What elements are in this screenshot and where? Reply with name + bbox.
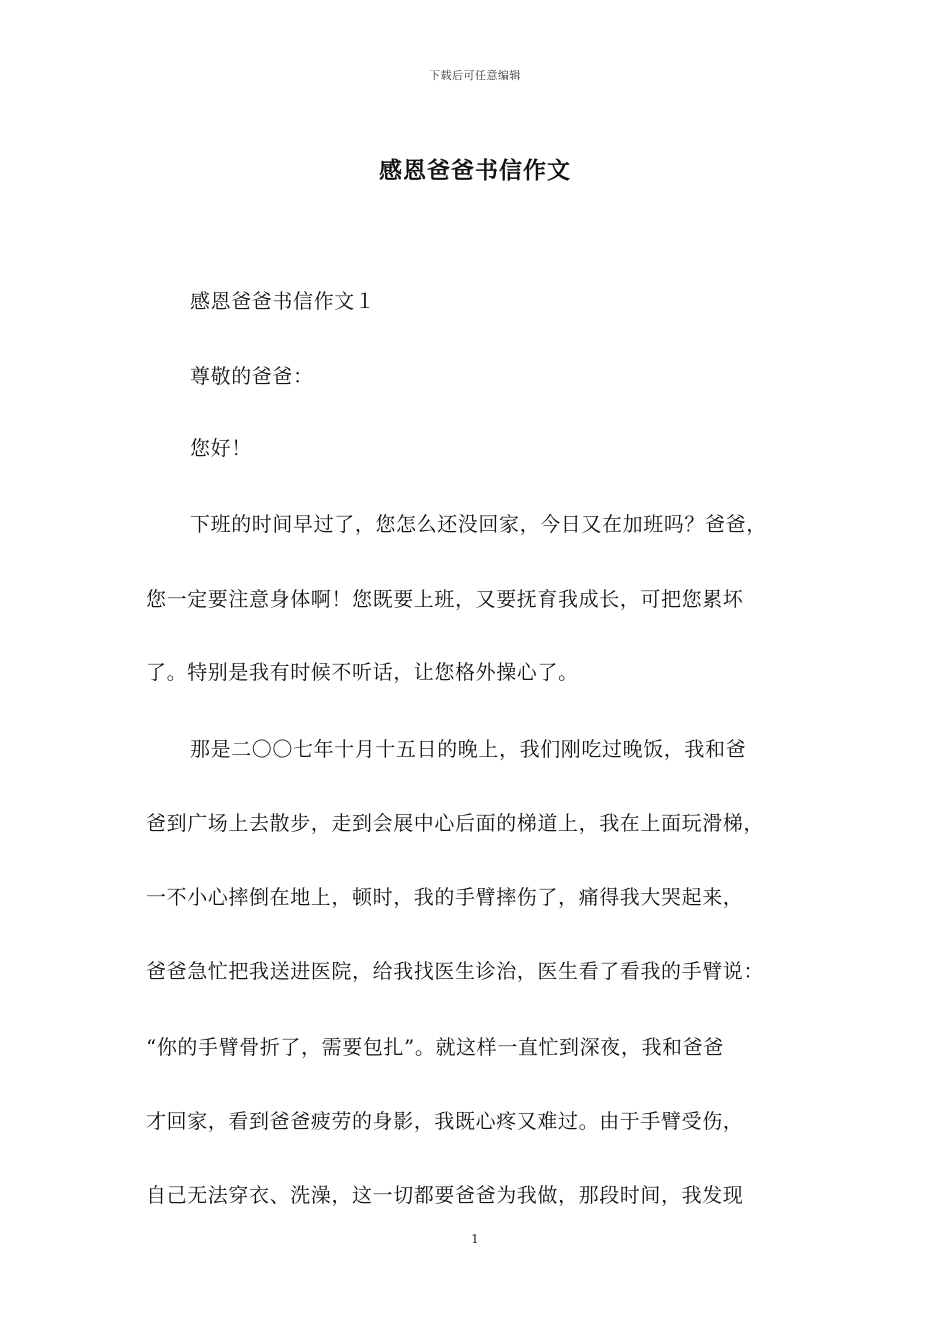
body-line: 您好！: [190, 436, 252, 460]
body-line: 了。特别是我有时候不听话，让您格外操心了。: [146, 660, 579, 684]
header-note: 下载后可任意编辑: [429, 69, 521, 82]
body-line: 自己无法穿衣、洗澡，这一切都要爸爸为我做，那段时间，我发现: [146, 1183, 744, 1207]
body-line: 您一定要注意身体啊！您既要上班，又要抚育我成长，可把您累坏: [146, 587, 744, 611]
body-line: 才回家，看到爸爸疲劳的身影，我既心疼又难过。由于手臂受伤，: [146, 1109, 744, 1133]
body-line: 爸爸急忙把我送进医院，给我找医生诊治，医生看了看我的手臂说：: [146, 959, 764, 983]
body-line: 下班的时间早过了，您怎么还没回家，今日又在加班吗？爸爸，: [190, 512, 767, 536]
body-line: 感恩爸爸书信作文１: [190, 289, 376, 313]
body-line: 爸到广场上去散步，走到会展中心后面的梯道上，我在上面玩滑梯，: [146, 811, 764, 835]
page-number: 1: [471, 1232, 479, 1246]
body-line: “你的手臂骨折了，需要包扎”。就这样一直忙到深夜，我和爸爸: [146, 1035, 724, 1059]
body-line: 那是二〇〇七年十月十五日的晚上，我们刚吃过晚饭，我和爸: [190, 737, 747, 761]
body-line: 一不小心摔倒在地上，顿时，我的手臂摔伤了，痛得我大哭起来，: [146, 885, 744, 909]
document-title: 感恩爸爸书信作文: [379, 157, 571, 184]
body-line: 尊敬的爸爸：: [190, 364, 314, 388]
